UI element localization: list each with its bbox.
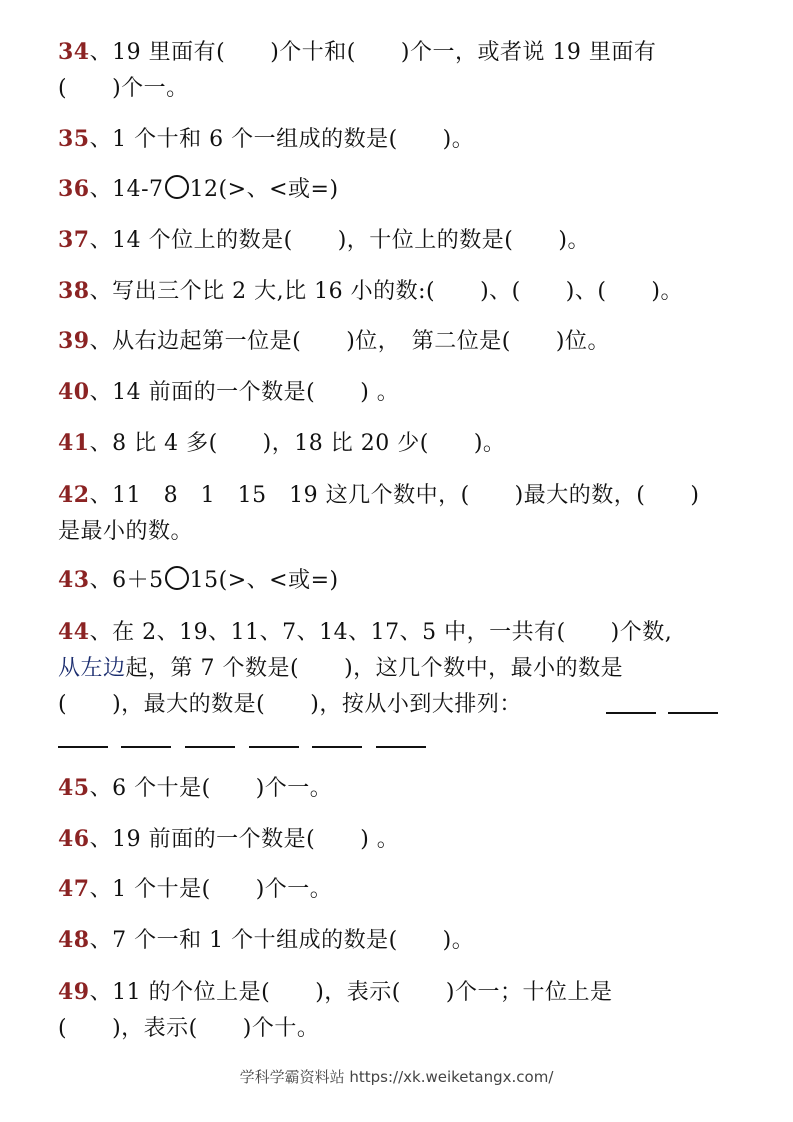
question-45 (58, 770, 738, 807)
question-text: 、6 个十是( )个一。 (89, 776, 333, 801)
question-text: 、从右边起第一位是( )位， 第二位是( )位。 (89, 329, 610, 354)
compare-circle-icon (165, 175, 189, 199)
question-number: 43 (58, 567, 90, 593)
question-number: 46 (58, 826, 90, 852)
question-37 (58, 222, 738, 259)
question-39 (58, 323, 738, 360)
question-number: 42 (58, 482, 90, 508)
question-text: 、在 2、19、11、7、14、17、5 中，一共有( )个数, (89, 620, 673, 645)
question-number: 48 (58, 927, 90, 953)
question-text-cont: ( )个一。 (58, 76, 189, 101)
answer-blank[interactable] (185, 746, 235, 748)
question-text: 、14 前面的一个数是( ) 。 (89, 380, 400, 405)
question-text-cont: 15(>、<或=) (189, 568, 339, 593)
question-number: 47 (58, 876, 90, 902)
question-text: 、11 的个位上是( )，表示( )个一；十位上是 (89, 980, 613, 1005)
question-number: 44 (58, 619, 90, 645)
question-34 (58, 34, 738, 107)
question-46 (58, 821, 738, 858)
question-number: 35 (58, 126, 90, 152)
question-number: 49 (58, 979, 90, 1005)
question-text: 、8 比 4 多( )，18 比 20 少( )。 (89, 431, 506, 456)
question-text-cont-highlight: 从左边 (58, 656, 126, 681)
question-number: 41 (58, 430, 90, 456)
question-number: 38 (58, 278, 90, 304)
footer-watermark: 学科学霸资料站 https://xk.weiketangx.com/ (239, 1068, 554, 1086)
question-text-cont: 是最小的数。 (58, 519, 194, 544)
question-number: 37 (58, 227, 90, 253)
answer-blank[interactable] (606, 712, 656, 714)
answer-blank[interactable] (58, 746, 108, 748)
question-text: 、19 前面的一个数是( ) 。 (89, 827, 400, 852)
question-41 (58, 425, 738, 462)
question-text: 、14-7 (89, 177, 164, 202)
question-text: 、1 个十和 6 个一组成的数是( )。 (89, 127, 475, 152)
question-text: 、11 8 1 15 19 这几个数中，( )最大的数，( ) (89, 483, 700, 508)
question-35 (58, 121, 738, 158)
question-44 (58, 614, 738, 723)
question-text: 、1 个十是( )个一。 (89, 877, 333, 902)
question-text: 、7 个一和 1 个十组成的数是( )。 (89, 928, 475, 953)
question-38 (58, 273, 738, 310)
question-42 (58, 477, 738, 550)
question-number: 40 (58, 379, 90, 405)
question-text-cont: ( )，表示( )个十。 (58, 1016, 320, 1041)
question-text-cont: 12(>、<或=) (189, 177, 339, 202)
answer-blank[interactable] (668, 712, 718, 714)
question-text: 、14 个位上的数是( )，十位上的数是( )。 (89, 228, 590, 253)
answer-blank[interactable] (376, 746, 426, 748)
answer-blank-lines (58, 728, 738, 758)
question-36 (58, 171, 738, 208)
answer-blank[interactable] (312, 746, 362, 748)
answer-blank[interactable] (121, 746, 171, 748)
question-40 (58, 374, 738, 411)
question-number: 39 (58, 328, 90, 354)
answer-blank[interactable] (249, 746, 299, 748)
question-text-cont: ( )，最大的数是( )，按从小到大排列： (58, 692, 522, 717)
compare-circle-icon (165, 566, 189, 590)
question-text-cont: 起，第 7 个数是( )，这几个数中，最小的数是 (125, 656, 624, 681)
question-number: 34 (58, 39, 90, 65)
question-43 (58, 562, 738, 599)
question-47 (58, 871, 738, 908)
question-48 (58, 922, 738, 959)
question-text: 、19 里面有( )个十和( )个一，或者说 19 里面有 (89, 40, 657, 65)
question-number: 45 (58, 775, 90, 801)
question-number: 36 (58, 176, 90, 202)
question-text: 、6＋5 (89, 568, 164, 593)
question-49 (58, 974, 738, 1047)
question-text: 、写出三个比 2 大,比 16 小的数:( )、( )、( )。 (89, 279, 683, 304)
